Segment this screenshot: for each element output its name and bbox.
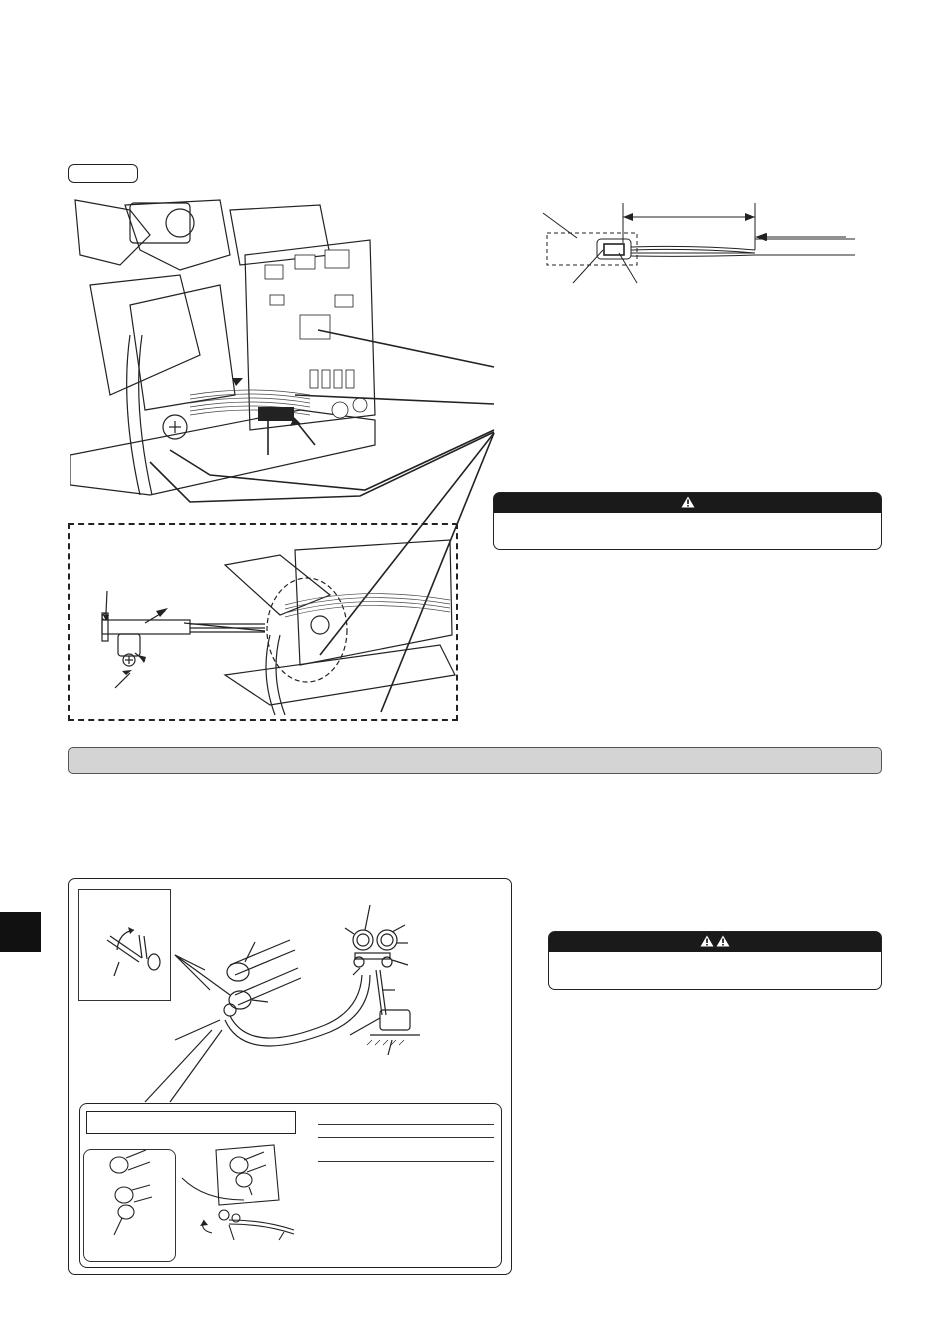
blank-line-2 <box>318 1137 494 1138</box>
valve-detail-title-box <box>86 1111 296 1134</box>
piping-illustration <box>70 880 510 1105</box>
sensor-figure <box>535 195 865 295</box>
warning-box <box>548 931 882 990</box>
caution-header <box>494 493 881 513</box>
blank-line-1 <box>318 1124 494 1125</box>
valve-detail-illustration <box>84 1140 500 1265</box>
warning-header <box>549 932 881 952</box>
side-tab <box>0 912 41 952</box>
section-heading-bar <box>68 747 882 774</box>
warning-triangle-icon <box>681 496 695 508</box>
clamp-detail-illustration <box>70 525 456 719</box>
caution-box <box>493 492 882 550</box>
warning-triangle-pair-icon <box>700 935 730 947</box>
sensor-arrow <box>756 232 846 242</box>
